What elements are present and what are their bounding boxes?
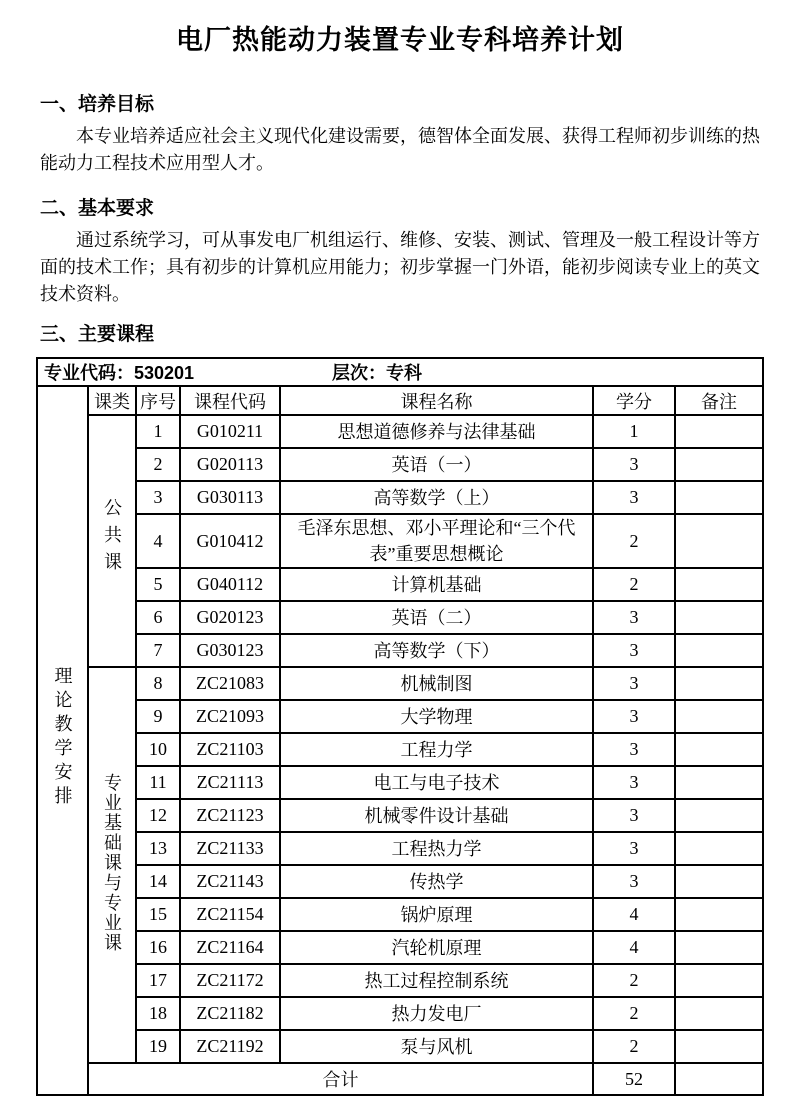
course-code: G020113 xyxy=(180,448,280,481)
course-index: 17 xyxy=(136,964,180,997)
course-remarks xyxy=(675,700,763,733)
course-name: 高等数学（上） xyxy=(280,481,593,514)
table-row xyxy=(37,568,763,601)
course-code: G030123 xyxy=(180,634,280,667)
course-credits: 3 xyxy=(593,700,675,733)
table-row xyxy=(37,997,763,1030)
table-meta-cell xyxy=(37,358,763,386)
table-row xyxy=(37,481,763,514)
course-remarks xyxy=(675,898,763,931)
course-code: ZC21083 xyxy=(180,667,280,700)
course-remarks xyxy=(675,799,763,832)
page-title: 电厂热能动力装置专业专科培养计划 xyxy=(176,25,624,55)
side-group-cell xyxy=(37,386,88,1095)
course-name: 思想道德修养与法律基础 xyxy=(280,415,593,448)
table-meta-row xyxy=(37,358,763,386)
col-header-index: 序号 xyxy=(136,386,180,415)
course-name: 热工过程控制系统 xyxy=(280,964,593,997)
major-code xyxy=(44,363,194,383)
course-name: 英语（二） xyxy=(280,601,593,634)
table-row xyxy=(37,898,763,931)
course-credits: 2 xyxy=(593,1030,675,1063)
table-row xyxy=(37,448,763,481)
table-row xyxy=(37,832,763,865)
course-remarks xyxy=(675,832,763,865)
course-index: 3 xyxy=(136,481,180,514)
col-header-name: 课程名称 xyxy=(280,386,593,415)
course-name: 泵与风机 xyxy=(280,1030,593,1063)
course-name: 大学物理 xyxy=(280,700,593,733)
course-credits: 3 xyxy=(593,799,675,832)
course-index: 9 xyxy=(136,700,180,733)
course-credits: 3 xyxy=(593,448,675,481)
course-index: 6 xyxy=(136,601,180,634)
table-row xyxy=(37,634,763,667)
col-header-credits: 学分 xyxy=(593,386,675,415)
course-remarks xyxy=(675,448,763,481)
course-code: ZC21154 xyxy=(180,898,280,931)
course-credits: 3 xyxy=(593,766,675,799)
course-remarks xyxy=(675,667,763,700)
course-index: 13 xyxy=(136,832,180,865)
course-name: 高等数学（下） xyxy=(280,634,593,667)
course-code: ZC21103 xyxy=(180,733,280,766)
course-index: 18 xyxy=(136,997,180,1030)
course-remarks xyxy=(675,1030,763,1063)
major-code-label: 专业代码： xyxy=(44,363,134,383)
course-code: ZC21093 xyxy=(180,700,280,733)
course-credits: 4 xyxy=(593,898,675,931)
course-name: 热力发电厂 xyxy=(280,997,593,1030)
col-header-remarks: 备注 xyxy=(675,386,763,415)
course-code: ZC21172 xyxy=(180,964,280,997)
course-name: 计算机基础 xyxy=(280,568,593,601)
course-remarks xyxy=(675,931,763,964)
course-name: 工程热力学 xyxy=(280,832,593,865)
course-credits: 3 xyxy=(593,634,675,667)
course-index: 10 xyxy=(136,733,180,766)
col-header-code: 课程代码 xyxy=(180,386,280,415)
course-credits: 3 xyxy=(593,667,675,700)
course-remarks xyxy=(675,481,763,514)
table-row xyxy=(37,766,763,799)
course-remarks xyxy=(675,514,763,568)
course-index: 5 xyxy=(136,568,180,601)
course-credits: 2 xyxy=(593,997,675,1030)
table-row xyxy=(37,601,763,634)
course-credits: 3 xyxy=(593,733,675,766)
major-code-value: 530201 xyxy=(134,363,195,383)
course-credits: 2 xyxy=(593,964,675,997)
total-credits: 52 xyxy=(593,1063,675,1095)
course-index: 8 xyxy=(136,667,180,700)
course-code: G010211 xyxy=(180,415,280,448)
section-3-heading: 三、主要课程 xyxy=(40,324,155,345)
course-name: 汽轮机原理 xyxy=(280,931,593,964)
course-index: 1 xyxy=(136,415,180,448)
table-row xyxy=(37,799,763,832)
course-credits: 4 xyxy=(593,931,675,964)
level-value: 专科 xyxy=(386,363,422,383)
course-name: 毛泽东思想、邓小平理论和“三个代表”重要思想概论 xyxy=(280,514,593,568)
course-category-label: 专业基础课与专业课 xyxy=(102,772,122,953)
course-code: G010412 xyxy=(180,514,280,568)
course-name: 锅炉原理 xyxy=(280,898,593,931)
course-remarks xyxy=(675,997,763,1030)
table-row xyxy=(37,964,763,997)
table-row xyxy=(37,1030,763,1063)
section-2-body: 通过系统学习，可从事发电厂机组运行、维修、安装、测试、管理及一般工程设计等方面的技术工作；具有初步的计算机应用能力；初步掌握一门外语，能初步阅读专业上的英文技术资料。 xyxy=(40,230,760,304)
course-remarks xyxy=(675,964,763,997)
course-index: 16 xyxy=(136,931,180,964)
course-code: ZC21143 xyxy=(180,865,280,898)
course-index: 14 xyxy=(136,865,180,898)
side-group-label: 理论教学安排 xyxy=(52,666,73,810)
total-remarks xyxy=(675,1063,763,1095)
course-name: 电工与电子技术 xyxy=(280,766,593,799)
course-credits: 3 xyxy=(593,865,675,898)
table-row xyxy=(37,700,763,733)
course-code: G040112 xyxy=(180,568,280,601)
course-name: 机械制图 xyxy=(280,667,593,700)
table-row xyxy=(37,514,763,568)
table-row xyxy=(37,667,763,700)
course-code: ZC21164 xyxy=(180,931,280,964)
course-remarks xyxy=(675,733,763,766)
course-index: 19 xyxy=(136,1030,180,1063)
document-page xyxy=(0,18,800,1096)
course-code: G030113 xyxy=(180,481,280,514)
course-name: 工程力学 xyxy=(280,733,593,766)
course-index: 12 xyxy=(136,799,180,832)
course-remarks xyxy=(675,634,763,667)
table-row xyxy=(37,865,763,898)
course-name: 传热学 xyxy=(280,865,593,898)
course-index: 4 xyxy=(136,514,180,568)
course-remarks xyxy=(675,766,763,799)
total-label: 合计 xyxy=(88,1063,593,1095)
course-category-cell xyxy=(88,415,136,667)
table-header-row xyxy=(37,386,763,415)
table-row xyxy=(37,415,763,448)
course-remarks xyxy=(675,415,763,448)
course-code: G020123 xyxy=(180,601,280,634)
course-credits: 3 xyxy=(593,832,675,865)
course-index: 15 xyxy=(136,898,180,931)
level-label: 层次： xyxy=(332,363,386,383)
section-1-body: 本专业培养适应社会主义现代化建设需要，德智体全面发展、获得工程师初步训练的热能动力工程技术应用型人才。 xyxy=(40,126,760,173)
section-1-heading: 一、培养目标 xyxy=(40,94,155,115)
course-credits: 3 xyxy=(593,601,675,634)
course-index: 11 xyxy=(136,766,180,799)
course-code: ZC21192 xyxy=(180,1030,280,1063)
table-total-row xyxy=(37,1063,763,1095)
table-row xyxy=(37,931,763,964)
section-2-heading: 二、基本要求 xyxy=(40,198,155,219)
course-code: ZC21133 xyxy=(180,832,280,865)
course-remarks xyxy=(675,865,763,898)
table-row xyxy=(37,733,763,766)
course-credits: 2 xyxy=(593,514,675,568)
course-credits: 2 xyxy=(593,568,675,601)
col-header-category: 课类 xyxy=(88,386,136,415)
course-credits: 3 xyxy=(593,481,675,514)
course-table xyxy=(36,357,764,1096)
course-code: ZC21182 xyxy=(180,997,280,1030)
course-remarks xyxy=(675,568,763,601)
course-name: 英语（一） xyxy=(280,448,593,481)
course-category-cell xyxy=(88,667,136,1063)
course-name: 机械零件设计基础 xyxy=(280,799,593,832)
course-index: 7 xyxy=(136,634,180,667)
course-remarks xyxy=(675,601,763,634)
course-credits: 1 xyxy=(593,415,675,448)
course-index: 2 xyxy=(136,448,180,481)
course-code: ZC21113 xyxy=(180,766,280,799)
course-code: ZC21123 xyxy=(180,799,280,832)
course-category-label: 公共课 xyxy=(102,498,122,579)
level xyxy=(332,359,422,385)
